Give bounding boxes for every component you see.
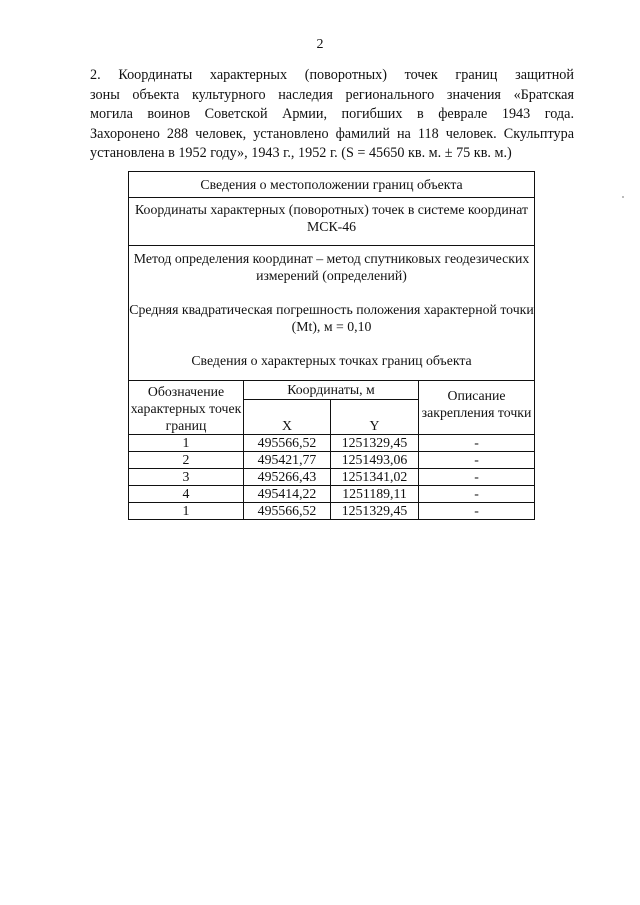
designation-header: Обозначение характерных точек границ [129,381,244,435]
x-cell: 495414,22 [244,486,331,503]
boundary-info-table [128,171,535,520]
coordinates-paragraph [90,66,574,164]
point-cell: 1 [129,503,244,520]
coordinate-system-text: Координаты характерных (поворотных) точек в системе координат МСК-46 [135,202,528,234]
description-cell: - [419,452,535,469]
table-row [129,469,535,486]
description-cell: - [419,469,535,486]
paragraph-line: установлена в 1952 году», 1943 г., 1952 г. (S = 45650 кв. м. ± 75 кв. м.) [90,145,512,162]
point-cell: 1 [129,435,244,452]
y-cell: 1251189,11 [331,486,419,503]
table-title: Сведения о местоположении границ объекта [129,172,535,198]
paragraph-line: могила воинов Советской Армии, погибших в феврале 1943 года. [90,106,574,123]
x-cell: 495566,52 [244,435,331,452]
points-title: Сведения о характерных точках границ объекта [191,353,472,368]
x-cell: 495266,43 [244,469,331,486]
paragraph-line: зоны объекта культурного наследия регионального значения «Братская [90,86,574,103]
point-cell: 2 [129,452,244,469]
description-cell: - [419,435,535,452]
coordinates-header: Координаты, м [244,381,419,400]
paragraph-line: 2. Координаты характерных (поворотных) точек границ защитной [90,67,574,83]
accuracy-text: Средняя квадратическая погрешность положения характерной точки (Mt), м = 0,10 [129,302,534,334]
description-cell: - [419,486,535,503]
table-row [129,452,535,469]
y-header: Y [331,400,419,435]
x-cell: 495566,52 [244,503,331,520]
method-text: Метод определения координат – метод спутниковых геодезических измерений (определений) [133,251,530,283]
description-cell: - [419,503,535,520]
coordinate-system-cell [129,198,535,246]
table-row [129,435,535,452]
description-header: Описание закрепления точки [419,381,535,435]
method-cell [129,246,535,381]
table-row [129,503,535,520]
point-cell: 3 [129,469,244,486]
x-cell: 495421,77 [244,452,331,469]
y-cell: 1251341,02 [331,469,419,486]
table-row [129,486,535,503]
y-cell: 1251329,45 [331,435,419,452]
x-header: X [244,400,331,435]
y-cell: 1251493,06 [331,452,419,469]
page-number: 2 [316,37,324,52]
scan-speck [622,196,624,198]
paragraph-line: Захоронено 288 человек, установлено фамилий на 118 человек. Скульптура [90,125,574,142]
y-cell: 1251329,45 [331,503,419,520]
point-cell: 4 [129,486,244,503]
